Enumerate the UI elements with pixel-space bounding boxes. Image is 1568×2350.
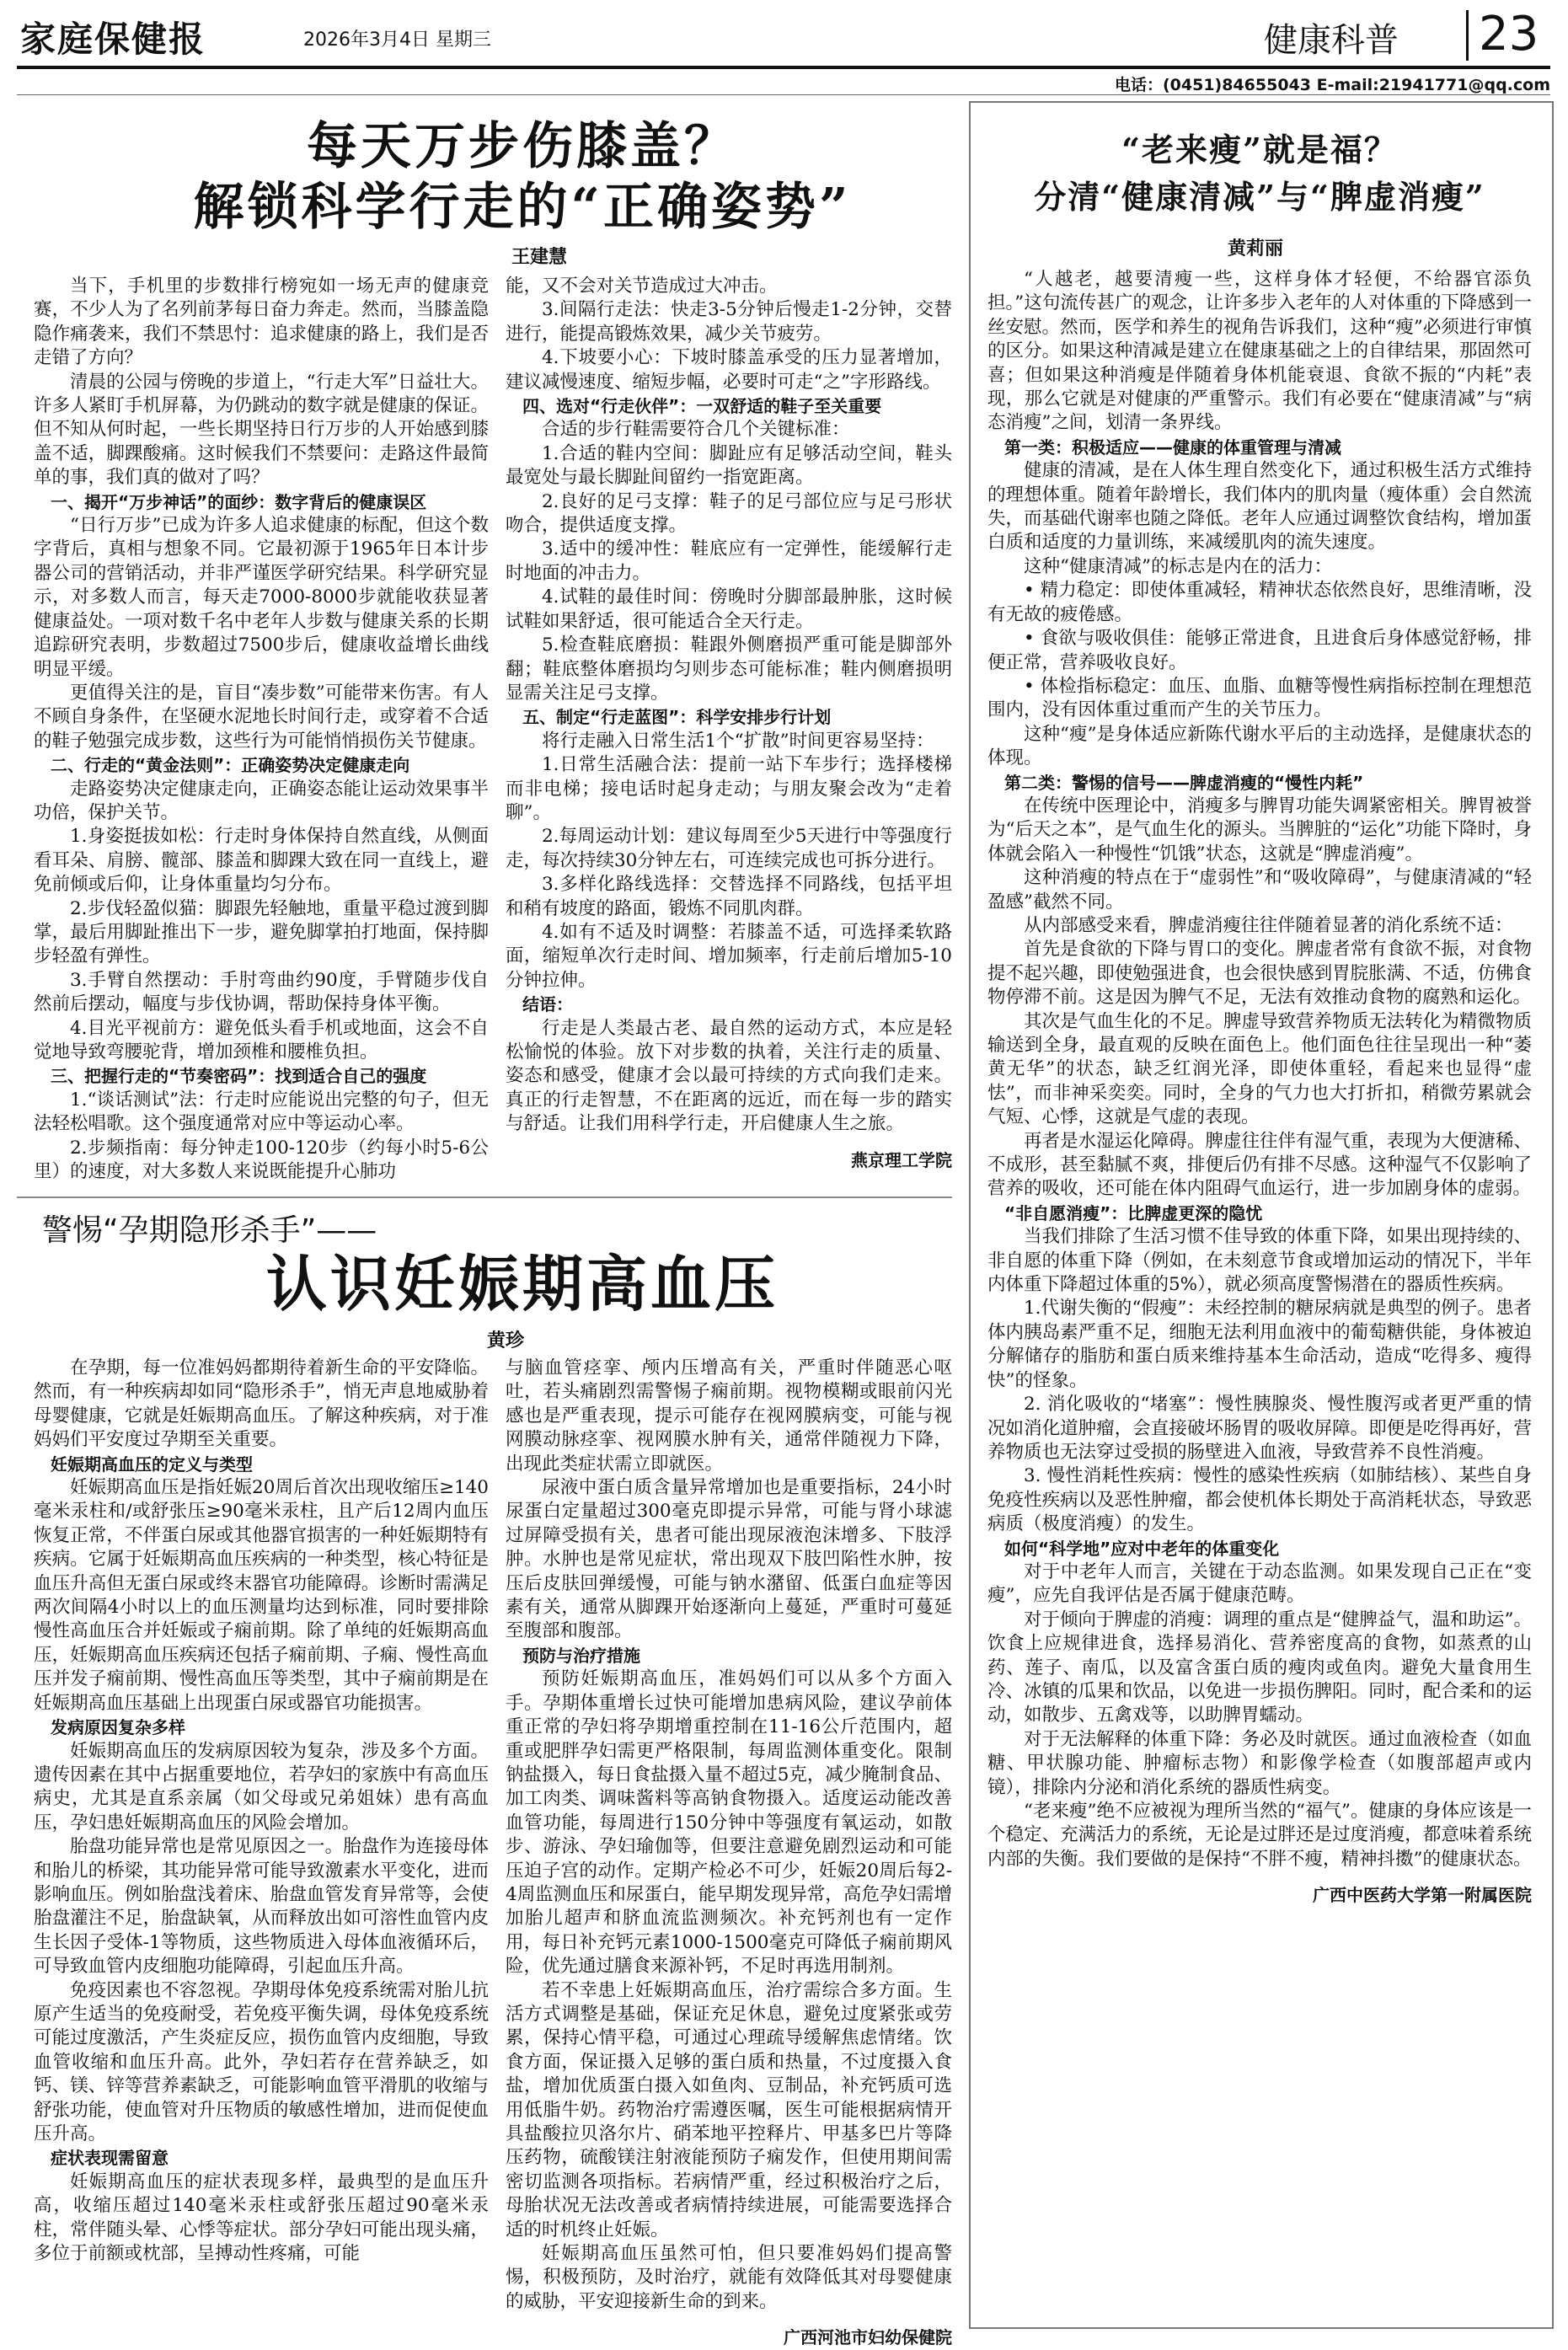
paragraph: 胎盘功能异常也是常见原因之一。胎盘作为连接母体和胎儿的桥梁，其功能异常可能导致激素水平变化，进而影响血压。例如胎盘浅着床、胎盘血管发育异常等，会使胎盘灌注不足，胎盘缺氧，从而释放出如可溶性血管内皮生长因子受体-1等物质，这些物质进入母体血液循环后，可导致血管内皮细胞功能障碍，引起血压升高。 (34, 1836, 489, 1978)
paragraph: 1.代谢失衡的“假瘦”：未经控制的糖尿病就是典型的例子。患者体内胰岛素严重不足，细胞无法利用血液中的葡萄糖供能，身体被迫分解储存的脂肪和蛋白质来维持基本生命活动，造成“吃得多、瘦得快”的怪象。 (987, 1298, 1532, 1391)
article1-title-line1: 每天万步伤膝盖？ (307, 117, 738, 176)
section-heading: 二、行走的“黄金法则”：正确姿势决定健康走向 (51, 755, 410, 776)
paragraph: 在孕期，每一位准妈妈都期待着新生命的平安降临。然而，有一种疾病却如同“隐形杀手”，悄无声息地威胁着母婴健康，它就是妊娠期高血压。了解这种疾病，对于准妈妈们平安度过孕期至关重要。 (34, 1357, 489, 1451)
paragraph: • 食欲与吸收俱佳：能够正常进食，且进食后身体感觉舒畅，排便正常，营养吸收良好。 (987, 628, 1532, 673)
section-heading: 五、制定“行走蓝图”：科学安排步行计划 (522, 707, 832, 728)
paragraph: 4.试鞋的最佳时间：傍晚时分脚部最肿胀，这时候试鞋如果舒适，很可能适合全天行走。 (506, 586, 952, 632)
paragraph: 2.步伐轻盈似猫：脚跟先轻触地，重量平稳过渡到脚掌，最后用脚趾推出下一步，避免脚掌拍打地面，保持脚步轻盈有弹性。 (34, 897, 489, 967)
masthead-divider (1466, 10, 1469, 61)
affiliation-signature: 广西河池市妇幼保健院 (784, 2327, 952, 2348)
article-divider (17, 1196, 952, 1198)
paragraph: 这种“瘦”是身体适应新陈代谢水平后的主动选择，是健康状态的体现。 (987, 723, 1532, 769)
article1-column-2 (506, 275, 952, 1193)
newspaper-brand: 家庭保健报 (20, 19, 206, 60)
paragraph: 这种消瘦的特点在于“虚弱性”和“吸收障碍”，与健康清减的“轻盈感”截然不同。 (987, 867, 1532, 913)
paragraph: 4.如有不适及时调整：若膝盖不适，可选择柔软路面，缩短单次行走时间、增加频率，行走前后增加5-10分钟拉伸。 (506, 921, 952, 991)
paragraph: 走路姿势决定健康走向，正确姿态能让运动效果事半功倍，保护关节。 (34, 778, 489, 823)
article1-title (143, 116, 902, 238)
section-heading: 第二类：警惕的信号——脾虚消瘦的“慢性内耗” (1004, 772, 1364, 793)
paragraph: 若不幸患上妊娠期高血压，治疗需综合多方面。生活方式调整是基础，保证充足休息，避免过度紧张或劳累，保持心情平稳，可通过心理疏导缓解焦虑情绪。饮食方面，保证摄入足够的蛋白质和热量，不过度摄入食盐，增加优质蛋白摄入如鱼肉、豆制品，补充钙质可选用低脂牛奶。药物治疗需遵医嘱，医生可能根据病情开具盐酸拉贝洛尔片、硝苯地平控释片、甲基多巴片等降压药物，硫酸镁注射液能预防子痫发作，但使用期间需密切监测各项指标。若病情严重，经过积极治疗之后，母胎状况无法改善或者病情持续进展，可能需要选择合适的时机终止妊娠。 (506, 1979, 952, 2240)
header-rule (17, 94, 1550, 95)
article1-author: 王建慧 (511, 247, 567, 268)
section-heading: 预防与治疗措施 (522, 1645, 640, 1666)
paragraph: 能，又不会对关节造成过大冲击。 (506, 276, 778, 297)
article3-title-line1: “老来瘦”就是福？ (1121, 131, 1398, 169)
section-heading: “非自愿消瘦”：比脾虚更深的隐忧 (1004, 1202, 1263, 1223)
section-heading: 妊娠期高血压的定义与类型 (51, 1453, 253, 1475)
masthead (17, 7, 1550, 62)
section-heading: 结语： (522, 994, 573, 1015)
paragraph: 3.手臂自然摆动：手肘弯曲约90度，手臂随步伐自然前后摆动，幅度与步伐协调，帮助保持身体平衡。 (34, 969, 489, 1015)
article2-title: 认识妊娠期高血压 (265, 1248, 779, 1320)
paragraph: 免疫因素也不容忽视。孕期母体免疫系统需对胎儿抗原产生适当的免疫耐受，若免疫平衡失调，母体免疫系统可能过度激活，产生炎症反应，损伤血管内皮细胞，导致血管收缩和血压升高。此外，孕妇若存在营养缺乏，如钙、镁、锌等营养素缺乏，可能影响血管平滑肌的收缩与舒张功能，使血管对升压物质的敏感性增加，进而促使血压升高。 (34, 1979, 489, 2144)
paragraph: 3. 慢性消耗性疾病：慢性的感染性疾病（如肺结核）、某些自身免疫性疾病以及恶性肿瘤，都会使机体长期处于高消耗状态，导致恶病质（极度消瘦）的发生。 (987, 1465, 1532, 1535)
paragraph: 2.步频指南：每分钟走100-120步（约每小时5-6公里）的速度，对大多数人来说既能提升心肺功 (34, 1137, 489, 1183)
article3-body (987, 268, 1532, 2324)
section-heading: 症状表现需留意 (51, 2148, 169, 2169)
paragraph: 对于无法解释的体重下降：务必及时就医。通过血液检查（如血糖、甲状腺功能、肿瘤标志物）和影像学检查（如腹部超声或内镜），排除内分泌和消化系统的器质性病变。 (987, 1728, 1532, 1798)
article2-author: 黄珍 (486, 1330, 524, 1352)
paragraph: 行走是人类最古老、最自然的运动方式，本应是轻松愉悦的体验。放下对步数的执着，关注行走的质量、姿态和感受，健康才会以最可持续的方式向我们走来。真正的行走智慧，不在距离的远近，而在每一步的踏实与舒适。让我们用科学行走，开启健康人生之旅。 (506, 1017, 952, 1135)
section-heading: 三、把握行走的“节奏密码”：找到适合自己的强度 (51, 1066, 427, 1087)
paragraph: 健康的清减，是在人体生理自然变化下，通过积极生活方式维持的理想体重。随着年龄增长，我们体内的肌肉量（瘦体重）会自然流失，而基础代谢率也随之降低。老年人应通过调整饮食结构，增加蛋白质和适度的力量训练，来减缓肌肉的流失速度。 (987, 460, 1532, 554)
paragraph: 对于倾向于脾虚的消瘦：调理的重点是“健脾益气，温和助运”。饮食上应规律进食，选择易消化、营养密度高的食物，如蒸煮的山药、莲子、南瓜，以及富含蛋白质的瘦肉或鱼肉。避免大量食用生冷、冰镇的瓜果和饮品，以免进一步损伤脾阳。同时，配合柔和的运动，如散步、五禽戏等，以助脾胃蠕动。 (987, 1609, 1532, 1726)
article2-kicker: 警惕“孕期隐形杀手”—— (42, 1213, 377, 1248)
paragraph: 3.多样化路线选择：交替选择不同路线，包括平坦和稍有坡度的路面，锻炼不同肌肉群。 (506, 874, 952, 919)
paragraph: 清晨的公园与傍晚的步道上，“行走大军”日益壮大。许多人紧盯手机屏幕，为仍跳动的数字就是健康的保证。但不知从何时起，一些长期坚持日行万步的人开始感到膝盖不适，脚踝酸痛。这时候我们不禁要问：走路这件最简单的事，我们真的做对了吗？ (34, 371, 489, 489)
paragraph: • 精力稳定：即使体重减轻，精神状态依然良好，思维清晰，没有无故的疲倦感。 (987, 580, 1532, 625)
paragraph: 在传统中医理论中，消瘦多与脾胃功能失调紧密相关。脾胃被誉为“后天之本”，是气血生化的源头。当脾脏的“运化”功能下降时，身体就会陷入一种慢性“饥饿”状态，这就是“脾虚消瘦”。 (987, 795, 1532, 865)
section-heading: 发病原因复杂多样 (51, 1717, 185, 1738)
issue-date: 2026年3月4日 星期三 (303, 29, 491, 51)
paragraph: 从内部感受来看，脾虚消瘦往往伴随着显著的消化系统不适： (1024, 914, 1513, 936)
paragraph: 再者是水湿运化障碍。脾虚往往伴有湿气重，表现为大便溏稀、不成形，甚至黏腻不爽，排便后仍有排不尽感。这种湿气不仅影响了营养的吸收，还可能在体内阻碍气血运行，进一步加剧身体的虚弱。 (987, 1130, 1532, 1200)
paragraph: 2.每周运动计划：建议每周至少5天进行中等强度行走，每次持续30分钟左右，可连续完成也可拆分进行。 (506, 826, 952, 871)
article3-title-line2: 分清“健康清减”与“脾虚消瘦” (1034, 178, 1485, 216)
article2-column-2 (506, 1357, 952, 2348)
page-number: 23 (1479, 7, 1539, 62)
paragraph: 这种“健康清减”的标志是内在的活力： (1024, 555, 1332, 577)
article3-author: 黄莉丽 (1227, 238, 1283, 260)
paragraph: 首先是食欲的下降与胃口的变化。脾虚者常有食欲不振，对食物提不起兴趣，即使勉强进食，也会很快感到胃脘胀满、不适，仿佛食物停滞不前。这是因为脾气不足，无法有效推动食物的腐熟和运化。 (987, 939, 1532, 1009)
paragraph: 更值得关注的是，盲目“凑步数”可能带来伤害。有人不顾自身条件，在坚硬水泥地长时间行走，或穿着不合适的鞋子勉强完成步数，这些行为可能悄悄损伤关节健康。 (34, 682, 489, 752)
paragraph: 1.日常生活融合法：提前一站下车步行；选择楼梯而非电梯；接电话时起身走动；与朋友聚会改为“走着聊”。 (506, 754, 952, 823)
paragraph: 当我们排除了生活习惯不佳导致的体重下降，如果出现持续的、非自愿的体重下降（例如，在未刻意节食或增加运动的情况下，半年内体重下降超过体重的5%），就必须高度警惕潜在的器质性疾病。 (987, 1226, 1532, 1296)
section-heading: 第一类：积极适应——健康的体重管理与清减 (1004, 436, 1341, 458)
affiliation-signature: 燕京理工学院 (851, 1149, 952, 1170)
paragraph: 预防妊娠期高血压，准妈妈们可以从多个方面入手。孕期体重增长过快可能增加患病风险，建议孕前体重正常的孕妇将孕期增重控制在11-16公斤范围内，超重或肥胖孕妇需更严格限制，每周监测体重变化。限制钠盐摄入，每日食盐摄入量不超过5克，减少腌制食品、加工肉类、调味酱料等高钠食物摄入。适度运动能改善血管功能，每周进行150分钟中等强度有氧运动，如散步、游泳、孕妇瑜伽等，但要注意避免剧烈运动和可能压迫子宫的动作。定期产检必不可少，妊娠20周后每2-4周监测血压和尿蛋白，能早期发现异常，高危孕妇需增加胎儿超声和脐血流监测频次。补充钙剂也有一定作用，每日补充钙元素1000-1500毫克可降低子痫前期风险，优先通过膳食来源补钙，不足时再选用制剂。 (506, 1668, 952, 1978)
paragraph: 2.良好的足弓支撑：鞋子的足弓部位应与足弓形状吻合，提供适度支撑。 (506, 490, 952, 537)
paragraph: 妊娠期高血压虽然可怕，但只要准妈妈们提高警惕，积极预防，及时治疗，就能有效降低其对母婴健康的威胁，平安迎接新生命的到来。 (506, 2243, 952, 2312)
paragraph: “老来瘦”绝不应被视为理所当然的“福气”。健康的身体应该是一个稳定、充满活力的系统，无论是过胖还是过度消瘦，都意味着系统内部的失衡。我们要做的是保持“不胖不瘦，精神抖擞”的健康状态。 (987, 1801, 1532, 1870)
paragraph: 2. 消化吸收的“堵塞”：慢性胰腺炎、慢性腹泻或者更严重的情况如消化道肿瘤，会直接破坏肠胃的吸收屏障。即便是吃得再好，营养物质也无法穿过受损的肠壁进入血液，导致营养不良性消瘦。 (987, 1394, 1532, 1463)
paragraph: “人越老，越要清瘦一些，这样身体才轻便，不给器官添负担。”这句流传甚广的观念，让许多步入老年的人对体重的下降感到一丝安慰。然而，医学和养生的视角告诉我们，这种“瘦”必须进行审慎的区分。如果这种清减是建立在健康基础之上的自律结果，那固然可喜；但如果这种消瘦是伴随着身体机能衰退、食欲不振的“内耗”表现，那么它就是对健康的严重警示。我们有必要在“健康清减”与“病态消瘦”之间，划清一条界线。 (987, 269, 1532, 434)
article3-title (977, 126, 1542, 221)
paragraph: 与脑血管痉挛、颅内压增高有关，严重时伴随恶心呕吐，若头痛剧烈需警惕子痫前期。视物模糊或眼前闪光感也是严重表现，提示可能存在视网膜病变，可能与视网膜动脉痉挛、视网膜水肿有关，通常伴随视力下降，出现此类症状需立即就医。 (506, 1357, 952, 1475)
paragraph: 合适的步行鞋需要符合几个关键标准： (542, 419, 850, 441)
section-heading: 如何“科学地”应对中老年的体重变化 (1004, 1538, 1280, 1559)
paragraph: 将行走融入日常生活1个“扩散”时间更容易坚持： (542, 730, 934, 752)
paragraph: “日行万步”已成为许多人追求健康的标配，但这个数字背后，真相与想象不同。它最初源于1965年日本计步器公司的营销活动，并非严谨医学研究结果。科学研究显示，对多数人而言，每天走7000-8000步就能收获显著健康益处。一项对数千名中老年人步数与健康关系的长期追踪研究表明，步数超过7500步后，健康收益增长曲线明显平缓。 (34, 515, 489, 680)
paragraph: 当下，手机里的步数排行榜宛如一场无声的健康竞赛，不少人为了名列前茅每日奋力奔走。然而，当膝盖隐隐作痛袭来，我们不禁思忖：追求健康的路上，我们是否走错了方向？ (34, 276, 489, 369)
article2-column-1 (34, 1357, 489, 2334)
section-heading: 一、揭开“万步神话”的面纱：数字背后的健康误区 (51, 491, 427, 512)
article1-title-line2: 解锁科学行走的“正确姿势” (193, 178, 852, 237)
paragraph: 3.间隔行走法：快走3-5分钟后慢走1-2分钟，交替进行，能提高锻炼效果，减少关节疲劳。 (506, 299, 952, 345)
contact-line: 电话：(0451)84655043 E-mail:21941771@qq.com (1114, 76, 1550, 94)
paragraph: 妊娠期高血压是指妊娠20周后首次出现收缩压≥140毫米汞柱和/或舒张压≥90毫米汞柱，且产后12周内血压恢复正常，不伴蛋白尿或其他器官损害的一种妊娠期特有疾病。它属于妊娠期高血压疾病的一种类型，核心特征是血压升高但无蛋白尿或终末器官功能障碍。诊断时需满足两次间隔4小时以上的血压测量均达到标准，同时要排除慢性高血压合并妊娠或子痫前期。除了单纯的妊娠期高血压，妊娠期高血压疾病还包括子痫前期、子痫、慢性高血压并发子痫前期、慢性高血压等类型，其中子痫前期是在妊娠期高血压基础上出现蛋白尿或器官功能损害。 (34, 1477, 489, 1714)
paragraph: 1.身姿挺拔如松：行走时身体保持自然直线，从侧面看耳朵、肩膀、髋部、膝盖和脚踝大致在同一直线上，避免前倾或后仰，让身体重量均匀分布。 (34, 826, 489, 896)
section-title: 健康科普 (1264, 21, 1399, 60)
paragraph: 1.“谈话测试”法：行走时应能说出完整的句子，但无法轻松唱歌。这个强度通常对应中等运动心率。 (34, 1089, 489, 1135)
masthead-rule (17, 66, 1550, 69)
paragraph: 妊娠期高血压的症状表现多样，最典型的是血压升高，收缩压超过140毫米汞柱或舒张压超过90毫米汞柱，常伴随头晕、心悸等症状。部分孕妇可能出现头痛，多位于前额或枕部，呈搏动性疼痛，可能 (34, 2171, 489, 2265)
paragraph: 1.合适的鞋内空间：脚趾应有足够活动空间，鞋头最宽处与最长脚趾间留约一指宽距离。 (506, 442, 952, 489)
article1-column-1 (34, 275, 489, 1193)
paragraph: 4.目光平视前方：避免低头看手机或地面，这会不自觉地导致弯腰驼背，增加颈椎和腰椎负担。 (34, 1017, 489, 1063)
paragraph: 尿液中蛋白质含量异常增加也是重要指标，24小时尿蛋白定量超过300毫克即提示异常，可能与肾小球滤过屏障受损有关，患者可能出现尿液泡沫增多、下肢浮肿。水肿也是常见症状，常出现双下肢凹陷性水肿，按压后皮肤回弹缓慢，可能与钠水潴留、低蛋白血症等因素有关，通常从脚踝开始逐渐向上蔓延，严重时可蔓延至腹部和腹部。 (506, 1477, 952, 1642)
paragraph: • 体检指标稳定：血压、血脂、血糖等慢性病指标控制在理想范围内，没有因体重过重而产生的关节压力。 (987, 675, 1532, 721)
paragraph: 4.下坡要小心：下坡时膝盖承受的压力显著增加，建议减慢速度、缩短步幅，必要时可走“之”字形路线。 (506, 347, 952, 393)
paragraph: 其次是气血生化的不足。脾虚导致营养物质无法转化为精微物质输送到全身，最直观的反映在面色上。他们面色往往呈现出一种“萎黄无华”的状态，缺乏红润光泽，即使体重轻，看起来也显得“虚怯”，而非神采奕奕。同时，全身的气力也大打折扣，稍微劳累就会气短、心悸，这就是气虚的表现。 (987, 1010, 1532, 1128)
paragraph: 5.检查鞋底磨损：鞋跟外侧磨损严重可能是脚部外翻；鞋底整体磨损均匀则步态可能标准；鞋内侧磨损明显需关注足弓支撑。 (506, 634, 952, 704)
section-heading: 四、选对“行走伙伴”：一双舒适的鞋子至关重要 (522, 396, 882, 417)
paragraph: 对于中老年人而言，关键在于动态监测。如果发现自己正在“变瘦”，应先自我评估是否属于健康范畴。 (987, 1560, 1532, 1607)
paragraph: 妊娠期高血压的发病原因较为复杂，涉及多个方面。遗传因素在其中占据重要地位，若孕妇的家族中有高血压病史，尤其是直系亲属（如父母或兄弟姐妹）患有高血压，孕妇患妊娠期高血压的风险会增加。 (34, 1740, 489, 1833)
paragraph: 3.适中的缓冲性：鞋底应有一定弹性，能缓解行走时地面的冲击力。 (506, 538, 952, 584)
affiliation-signature: 广西中医药大学第一附属医院 (1313, 1885, 1532, 1906)
